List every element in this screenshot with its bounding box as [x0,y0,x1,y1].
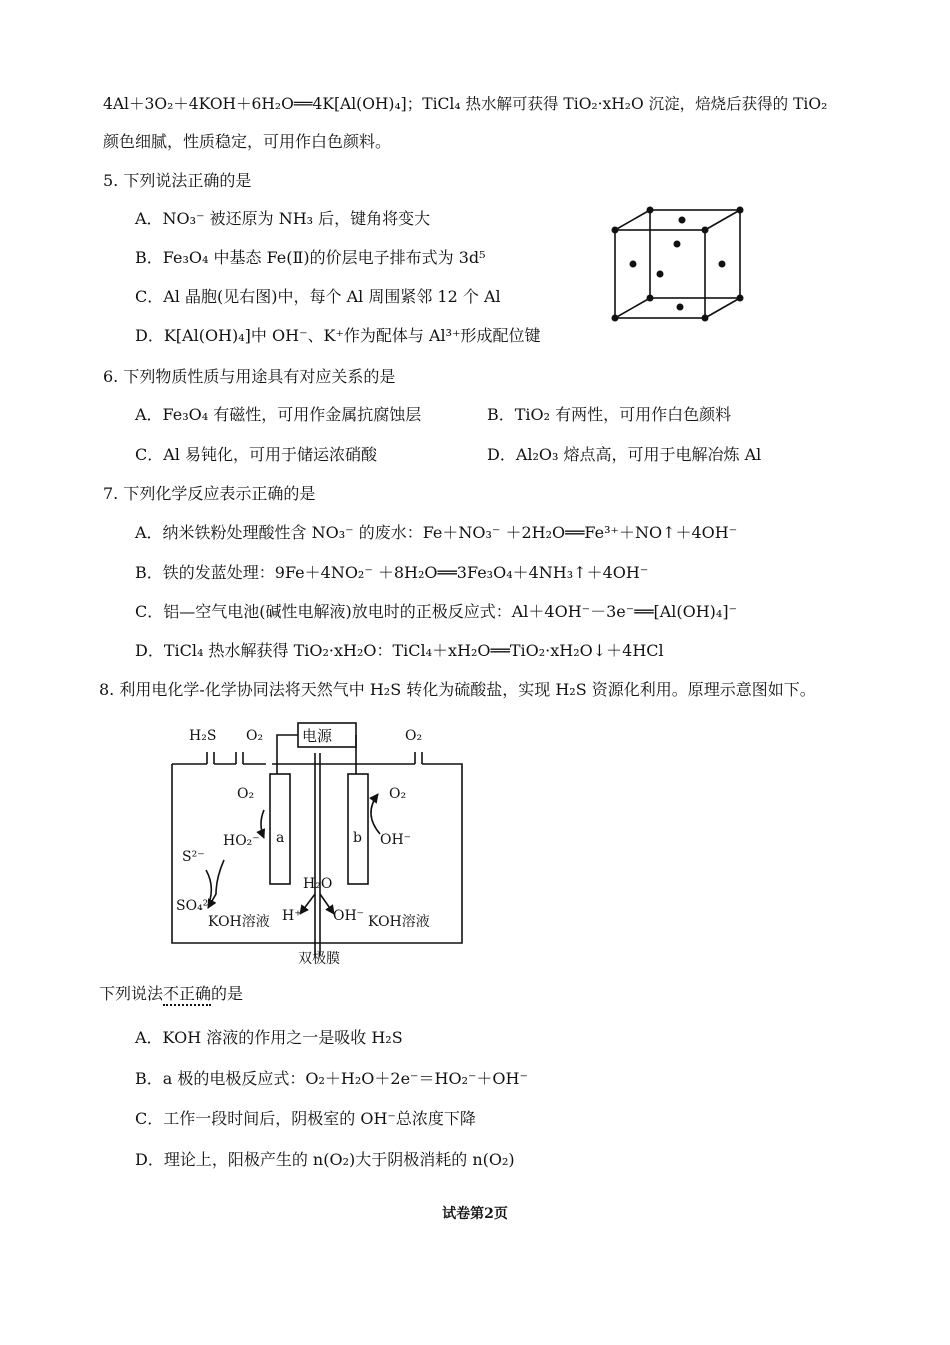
q8-sub-stem [99,983,243,1005]
q8-sub-stem-post: 的是 [211,984,244,1003]
label-electrode-b: b [353,830,362,846]
label-b-oh: OH⁻ [380,832,412,848]
label-koh-left: KOH溶液 [208,914,270,930]
page-footer: 试卷第2页 [442,1206,508,1222]
q6-stem: 6. 下列物质性质与用途具有对应关系的是 [103,367,396,386]
q5-option-a: A．NO₃⁻ 被还原为 NH₃ 后，键角将变大 [135,209,431,228]
q8-option-d: D．理论上，阳极产生的 n(O₂)大于阴极消耗的 n(O₂) [135,1150,515,1169]
label-so4-2minus: SO₄²⁻ [176,898,216,914]
label-o2-outlet: O₂ [405,728,423,744]
label-h2s-inlet: H₂S [189,728,217,744]
intro-line-1: 4Al＋3O₂＋4KOH＋6H₂O══4K[Al(OH)₄]；TiCl₄ 热水解可获得 TiO₂·xH₂O 沉淀，焙烧后获得的 TiO₂ [103,95,828,113]
q8-option-a: A．KOH 溶液的作用之一是吸收 H₂S [135,1028,403,1047]
q7-stem: 7. 下列化学反应表示正确的是 [103,484,316,503]
q8-sub-stem-pre: 下列说法 [99,984,164,1003]
q6-option-d: D．Al₂O₃ 熔点高，可用于电解冶炼 Al [487,445,762,464]
label-h-plus: H⁺ [282,908,302,924]
q7-option-a: A．纳米铁粉处理酸性含 NO₃⁻ 的废水：Fe＋NO₃⁻ ＋2H₂O══Fe³⁺＋NO↑＋4OH⁻ [135,523,738,542]
q5-stem: 5. 下列说法正确的是 [103,171,252,190]
q7-option-c: C．铝—空气电池(碱性电解液)放电时的正极反应式：Al＋4OH⁻－3e⁻══[Al(OH)₄]⁻ [135,602,738,621]
label-a-o2: O₂ [237,786,255,802]
label-electrode-a: a [276,830,285,846]
q7-option-d: D．TiCl₄ 热水解获得 TiO₂·xH₂O：TiCl₄＋xH₂O══TiO₂·xH₂O↓＋4HCl [135,641,664,660]
q7-option-b: B．铁的发蓝处理：9Fe＋4NO₂⁻ ＋8H₂O══3Fe₃O₄＋4NH₃↑＋4OH⁻ [135,563,649,582]
label-koh-right: KOH溶液 [368,914,430,930]
q5-option-b: B．Fe₃O₄ 中基态 Fe(Ⅱ)的价层电子排布式为 3d⁵ [135,248,486,267]
q8-option-b: B．a 极的电极反应式：O₂＋H₂O＋2e⁻＝HO₂⁻＋OH⁻ [135,1069,528,1088]
q6-option-c: C．Al 易钝化，可用于储运浓硝酸 [135,445,378,464]
q8-stem: 8. 利用电化学-化学协同法将天然气中 H₂S 转化为硫酸盐，实现 H₂S 资源化利用。原理示意图如下。 [99,680,816,699]
q6-option-b: B．TiO₂ 有两性，可用作白色颜料 [487,405,732,424]
label-bipolar-membrane: 双极膜 [298,951,340,967]
label-h2o: H₂O [303,876,333,892]
label-oh-minus: OH⁻ [333,908,365,924]
label-ho2-minus: HO₂⁻ [223,833,260,849]
label-power-source: 电源 [302,727,333,745]
intro-line-2: 颜色细腻，性质稳定，可用作白色颜料。 [103,132,392,151]
al-unit-cell-figure [605,200,755,330]
q5-option-d: D．K[Al(OH)₄]中 OH⁻、K⁺作为配体与 Al³⁺形成配位键 [135,326,541,345]
q6-option-a: A．Fe₃O₄ 有磁性，可用作金属抗腐蚀层 [135,405,422,424]
q5-option-c: C．Al 晶胞(见右图)中，每个 Al 周围紧邻 12 个 Al [135,287,501,306]
electrolysis-cell-diagram [160,718,480,973]
q8-option-c: C．工作一段时间后，阴极室的 OH⁻总浓度下降 [135,1109,476,1128]
q8-sub-stem-emphasis: 不正确 [163,984,211,1006]
label-b-o2: O₂ [389,786,407,802]
label-s2-minus: S²⁻ [182,849,205,865]
label-o2-inlet: O₂ [246,728,264,744]
